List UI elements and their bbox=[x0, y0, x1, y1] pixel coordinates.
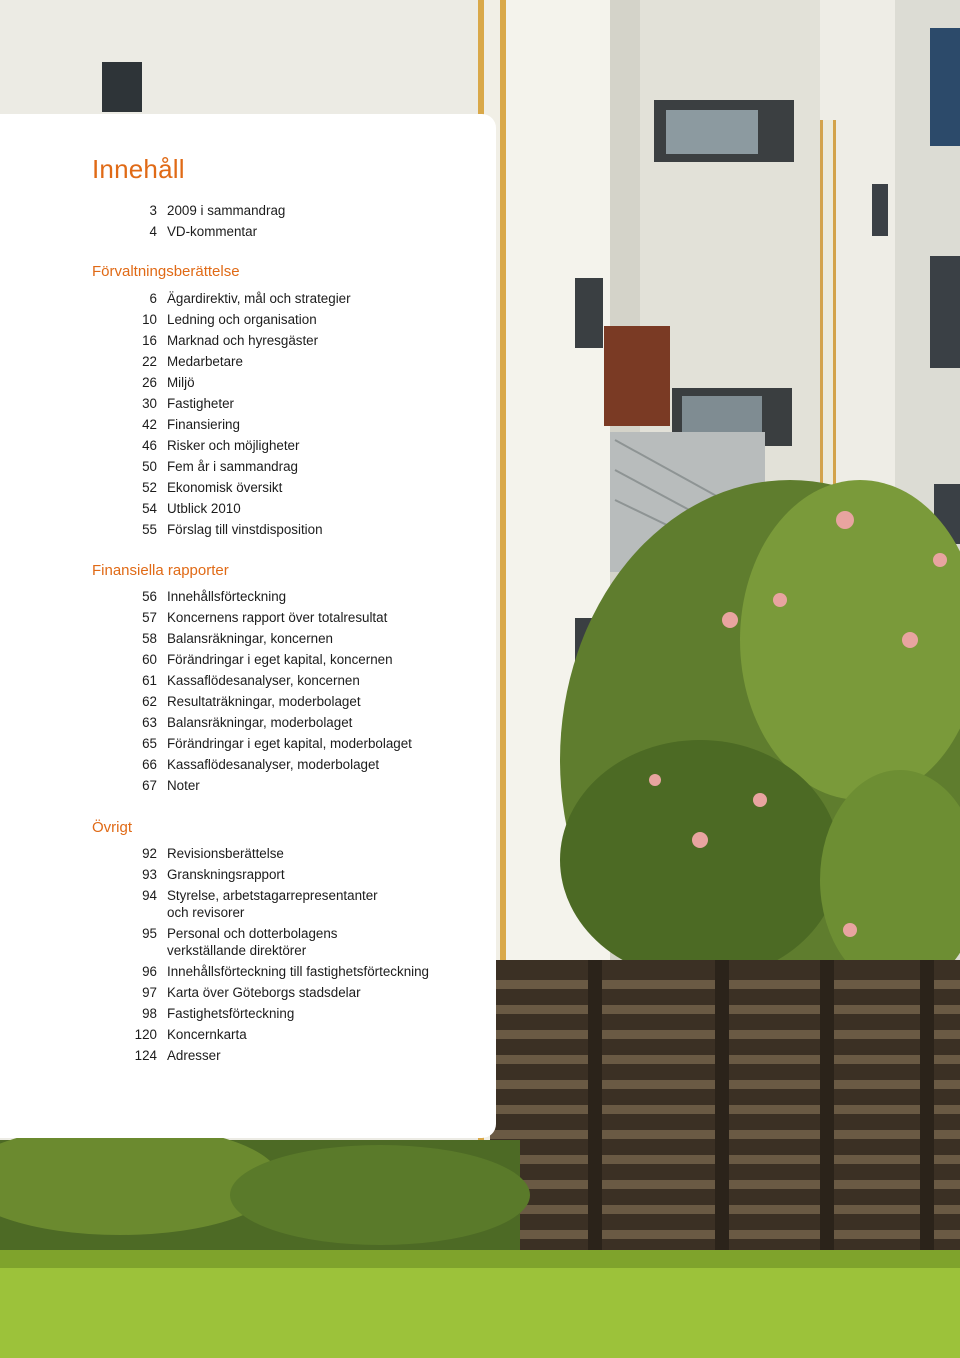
toc-entry-label: Koncernkarta bbox=[167, 1027, 247, 1042]
toc-entry[interactable] bbox=[0, 311, 496, 328]
intro-list bbox=[0, 202, 496, 240]
toc-entry-label: Revisionsberättelse bbox=[167, 846, 284, 861]
toc-entry-label: Kassaflödesanalyser, koncernen bbox=[167, 673, 360, 688]
toc-page-number: 94 bbox=[142, 888, 157, 903]
section-list-ovrigt bbox=[0, 845, 496, 1068]
toc-page-number: 55 bbox=[142, 522, 157, 537]
section-heading: Övrigt bbox=[92, 819, 133, 836]
toc-entry[interactable] bbox=[0, 1047, 496, 1064]
toc-page-number: 92 bbox=[142, 846, 157, 861]
toc-entry-label: Finansiering bbox=[167, 417, 240, 432]
toc-page-number: 96 bbox=[142, 964, 157, 979]
toc-page-number: 93 bbox=[142, 867, 157, 882]
toc-page-number: 62 bbox=[142, 694, 157, 709]
toc-page-number: 56 bbox=[142, 589, 157, 604]
toc-entry[interactable] bbox=[0, 416, 496, 433]
toc-page-number: 66 bbox=[142, 757, 157, 772]
toc-page-number: 4 bbox=[149, 224, 157, 239]
toc-page-number: 10 bbox=[142, 312, 157, 327]
toc-entry[interactable] bbox=[0, 332, 496, 349]
toc-page-number: 61 bbox=[142, 673, 157, 688]
toc-entry-label: Kassaflödesanalyser, moderbolaget bbox=[167, 757, 380, 772]
toc-entry[interactable] bbox=[0, 714, 496, 731]
toc-page-number: 63 bbox=[142, 715, 157, 730]
toc-entry-label: Ledning och organisation bbox=[167, 312, 317, 327]
toc-entry[interactable] bbox=[0, 777, 496, 794]
toc-page-number: 6 bbox=[149, 291, 157, 306]
toc-page-number: 98 bbox=[142, 1006, 157, 1021]
toc-entry-label: Styrelse, arbetstagarrepresentanter och revisorer bbox=[167, 888, 378, 920]
toc-entry-label: Personal och dotterbolagens verkställande direktörer bbox=[167, 926, 338, 958]
toc-page-number: 50 bbox=[142, 459, 157, 474]
toc-entry[interactable] bbox=[0, 866, 496, 883]
toc-page-number: 16 bbox=[142, 333, 157, 348]
toc-entry-label: Fem år i sammandrag bbox=[167, 459, 298, 474]
toc-entry-label: Adresser bbox=[167, 1048, 221, 1063]
toc-entry[interactable] bbox=[0, 374, 496, 391]
toc-entry-label: Risker och möjligheter bbox=[167, 438, 300, 453]
toc-entry[interactable] bbox=[0, 223, 496, 240]
toc-entry[interactable] bbox=[0, 925, 496, 959]
toc-entry[interactable] bbox=[0, 756, 496, 773]
toc-page-number: 26 bbox=[142, 375, 157, 390]
toc-entry[interactable] bbox=[0, 672, 496, 689]
toc-entry-label: VD-kommentar bbox=[167, 224, 258, 239]
section-heading: Förvaltningsberättelse bbox=[92, 263, 240, 280]
section-heading: Finansiella rapporter bbox=[92, 562, 229, 579]
toc-page-number: 120 bbox=[134, 1027, 157, 1042]
toc-entry[interactable] bbox=[0, 887, 496, 921]
toc-page-number: 54 bbox=[142, 501, 157, 516]
toc-entry-label: Granskningsrapport bbox=[167, 867, 285, 882]
toc-entry[interactable] bbox=[0, 735, 496, 752]
toc-entry-label: Ekonomisk översikt bbox=[167, 480, 283, 495]
toc-entry-label: Marknad och hyresgäster bbox=[167, 333, 319, 348]
toc-entry-label: Koncernens rapport över totalresultat bbox=[167, 610, 388, 625]
toc-entry[interactable] bbox=[0, 651, 496, 668]
contents-panel bbox=[0, 114, 496, 1138]
toc-entry[interactable] bbox=[0, 693, 496, 710]
toc-entry[interactable] bbox=[0, 202, 496, 219]
toc-page-number: 42 bbox=[142, 417, 157, 432]
toc-entry[interactable] bbox=[0, 588, 496, 605]
toc-entry-label: Miljö bbox=[167, 375, 195, 390]
toc-entry[interactable] bbox=[0, 353, 496, 370]
toc-page-number: 67 bbox=[142, 778, 157, 793]
toc-entry[interactable] bbox=[0, 479, 496, 496]
toc-page-number: 58 bbox=[142, 631, 157, 646]
toc-entry[interactable] bbox=[0, 395, 496, 412]
toc-entry[interactable] bbox=[0, 437, 496, 454]
toc-entry[interactable] bbox=[0, 290, 496, 307]
toc-entry-label: Medarbetare bbox=[167, 354, 243, 369]
toc-page-number: 46 bbox=[142, 438, 157, 453]
toc-entry[interactable] bbox=[0, 963, 496, 980]
toc-entry[interactable] bbox=[0, 609, 496, 626]
toc-page-number: 60 bbox=[142, 652, 157, 667]
toc-page-number: 65 bbox=[142, 736, 157, 751]
page-title: Innehåll bbox=[92, 154, 185, 184]
toc-entry-label: Noter bbox=[167, 778, 200, 793]
toc-entry[interactable] bbox=[0, 984, 496, 1001]
toc-entry-label: Balansräkningar, koncernen bbox=[167, 631, 334, 646]
toc-entry-label: Fastigheter bbox=[167, 396, 234, 411]
toc-entry-label: Förändringar i eget kapital, koncernen bbox=[167, 652, 393, 667]
toc-entry[interactable] bbox=[0, 500, 496, 517]
toc-entry-label: 2009 i sammandrag bbox=[167, 203, 286, 218]
toc-entry-label: Resultaträkningar, moderbolaget bbox=[167, 694, 361, 709]
toc-entry[interactable] bbox=[0, 458, 496, 475]
toc-entry[interactable] bbox=[0, 521, 496, 538]
toc-entry-label: Balansräkningar, moderbolaget bbox=[167, 715, 353, 730]
toc-page-number: 30 bbox=[142, 396, 157, 411]
toc-page-number: 22 bbox=[142, 354, 157, 369]
toc-page-number: 124 bbox=[134, 1048, 157, 1063]
toc-entry[interactable] bbox=[0, 845, 496, 862]
section-list-finansiella-rapporter bbox=[0, 588, 496, 798]
toc-entry-label: Ägardirektiv, mål och strategier bbox=[167, 291, 351, 306]
toc-entry-label: Innehållsförteckning bbox=[167, 589, 287, 604]
toc-entry[interactable] bbox=[0, 1005, 496, 1022]
toc-entry[interactable] bbox=[0, 630, 496, 647]
toc-page-number: 57 bbox=[142, 610, 157, 625]
toc-entry-label: Förändringar i eget kapital, moderbolaget bbox=[167, 736, 412, 751]
section-list-forvaltningsberattelse bbox=[0, 290, 496, 542]
toc-page-number: 3 bbox=[149, 203, 157, 218]
toc-entry-label: Förslag till vinstdisposition bbox=[167, 522, 323, 537]
toc-entry-label: Karta över Göteborgs stadsdelar bbox=[167, 985, 361, 1000]
toc-entry-label: Utblick 2010 bbox=[167, 501, 241, 516]
toc-entry-label: Fastighetsförteckning bbox=[167, 1006, 295, 1021]
toc-entry-label: Innehållsförteckning till fastighetsförteckning bbox=[167, 964, 430, 979]
toc-page-number: 52 bbox=[142, 480, 157, 495]
toc-entry[interactable] bbox=[0, 1026, 496, 1043]
toc-page-number: 95 bbox=[142, 926, 157, 941]
toc-page-number: 97 bbox=[142, 985, 157, 1000]
